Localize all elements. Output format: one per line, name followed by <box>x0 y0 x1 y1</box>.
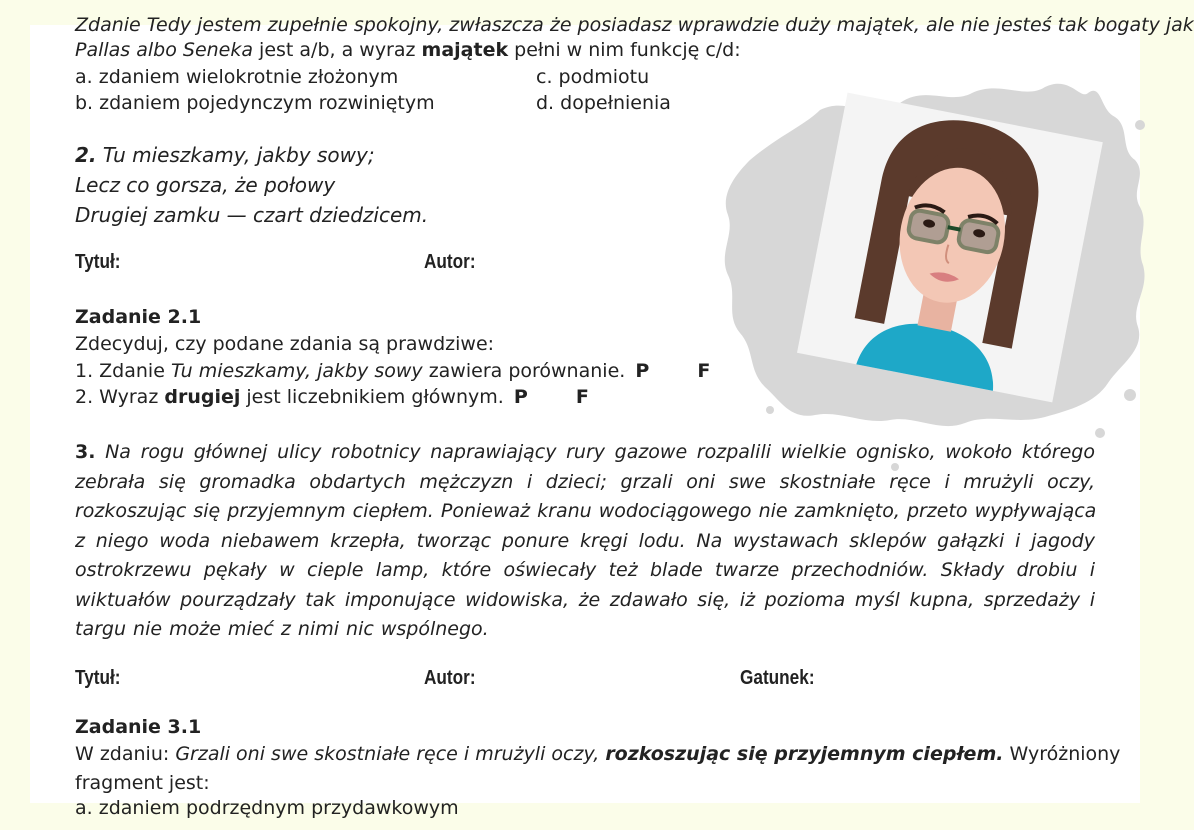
document-page <box>30 14 1194 819</box>
statement-2: 2. Wyraz drugiej jest liczebnikiem głównym. P F <box>75 383 589 412</box>
genre-label: Gatunek: <box>740 667 815 689</box>
task-intro: Zdecyduj, czy podane zdania są prawdziwe: <box>75 333 495 355</box>
poem-line: 2. Tu mieszkamy, jakby sowy; <box>75 143 375 167</box>
poem-line: Lecz co gorsza, że połowy <box>75 173 336 197</box>
true-option[interactable]: P <box>635 360 650 382</box>
clipped-option: a. zdaniem podrzędnym przydawkowym <box>75 797 459 819</box>
statement-1: 1. Zdanie Tu mieszkamy, jakby sowy zawiera porównanie. P F <box>75 357 710 386</box>
avatar-icon <box>710 65 1150 445</box>
question-line: Pallas albo Seneka jest a/b, a wyraz majątek pełni w nim funkcję c/d: <box>75 39 741 61</box>
false-option[interactable]: F <box>697 360 711 382</box>
poem-excerpt <box>75 140 428 230</box>
false-option[interactable]: F <box>575 386 589 408</box>
prose-line: targu nie może mieć z nimi nic wspólnego. <box>75 618 489 640</box>
prose-line: 3. Na rogu głównej ulicy robotnicy naprawiający rury gazowe rozpalili wielkie ognisko, wokoło którego <box>75 441 1095 463</box>
avatar-illustration <box>710 65 1150 445</box>
task-3-1-text: W zdaniu: Grzali oni swe skostniałe ręce i mrużyli oczy, rozkoszując się przyjemnym ciepłem. Wyróżniony fragment jest: a. zdaniem podrzędnym przydawkowym <box>75 740 1095 827</box>
poem-line: Drugiej zamku — czart dziedzicem. <box>75 203 429 227</box>
option-b: b. zdaniem pojedynczym rozwiniętym <box>75 92 435 114</box>
task-title: Zadanie 3.1 <box>75 716 202 738</box>
author-label: Autor: <box>424 251 476 273</box>
prose-line: ostrokrzewu pękały w cieple lamp, które oświecały też blade twarze przechodniów. Składy drobiu i <box>75 559 1095 581</box>
clipped-top-line: Zdanie Tedy jestem zupełnie spokojny, zwłaszcza że posiadasz wprawdzie duży majątek, ale nie jesteś tak bogaty jak <box>75 14 1194 36</box>
prose-excerpt <box>75 438 1095 645</box>
prose-line: z niego woda niebawem krzepła, tworząc ponure kręgi lodu. Na wystawach sklepów gałązki i jagody <box>75 529 1095 552</box>
true-option[interactable]: P <box>513 386 528 408</box>
author-label: Autor: <box>424 667 476 689</box>
prose-line: zebrała się gromadka obdartych mężczyzn i dzieci; grzali oni swe skostniałe ręce i mrużyli oczy, <box>75 470 1095 493</box>
prose-line: wiktuałów pourządzały tak imponujące widowiska, że zdawało się, iż pozioma myśl kupna, sprzedaży i <box>75 588 1095 611</box>
title-label: Tytuł: <box>75 667 121 689</box>
prose-line: rozkoszując się przyjemnym ciepłem. Ponieważ kranu wodociągowego nie zamknięto, przeto wypływająca <box>75 500 1097 522</box>
option-a: a. zdaniem wielokrotnie złożonym <box>75 66 399 88</box>
option-d: d. dopełnienia <box>536 92 671 114</box>
title-label: Tytuł: <box>75 251 121 273</box>
task-title: Zadanie 2.1 <box>75 306 202 328</box>
option-c: c. podmiotu <box>536 66 650 88</box>
